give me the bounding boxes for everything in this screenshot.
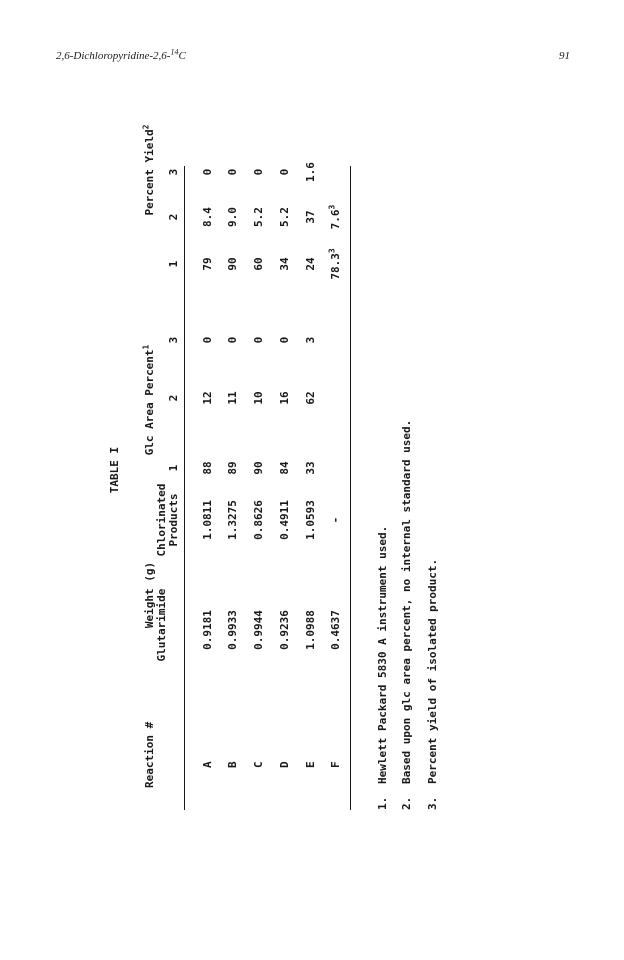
cell-glc2: 16 xyxy=(278,391,291,405)
cell-glc1: 89 xyxy=(226,461,239,475)
footnote-2 xyxy=(400,420,413,810)
cell-y3: 0 xyxy=(226,168,239,176)
subheader-yield-3: 3 xyxy=(167,168,180,176)
cell-chlorinated: 0.8626 xyxy=(252,500,265,540)
running-head-title: 2,6-Dichloropyridine-2,6- xyxy=(56,50,171,62)
header-chlorinated-2: Products xyxy=(167,493,180,547)
running-head-element: C xyxy=(178,50,186,62)
cell-reaction: D xyxy=(278,761,291,768)
cell-y1: 90 xyxy=(226,257,239,271)
cell-yield-1 xyxy=(329,236,342,292)
cell-y1: 79 xyxy=(201,257,214,271)
footnote-text: Percent yield of isolated product. xyxy=(426,558,439,784)
yield-group-label: Percent Yield xyxy=(143,129,156,216)
cell-y2: 5.2 xyxy=(278,207,291,227)
cell-y3: 0 xyxy=(278,168,291,176)
glc-group-label: Glc Area Percent xyxy=(143,349,156,456)
cell-y2: 8.4 xyxy=(201,207,214,227)
cell-chlorinated: 0.4911 xyxy=(278,500,291,540)
cell-chlorinated: 1.0593 xyxy=(304,500,317,540)
running-head xyxy=(56,47,186,62)
subheader-glc-3: 3 xyxy=(167,336,180,344)
subheader-glc-1: 1 xyxy=(167,464,180,472)
cell-glc3: 0 xyxy=(201,336,214,344)
cell-glc1: 90 xyxy=(252,461,265,475)
header-glutarimide: Glutarimide xyxy=(155,588,168,662)
cell-y3: 0 xyxy=(201,168,214,176)
cell-chlorinated: 1.0811 xyxy=(201,500,214,540)
footnote-3 xyxy=(426,559,439,810)
cell-yield-1-value: 78.3 xyxy=(329,253,342,280)
subheader-glc-2: 2 xyxy=(167,394,180,402)
header-yield-group xyxy=(143,90,156,250)
cell-glutarimide: 0.9181 xyxy=(201,610,214,650)
cell-glc1: 88 xyxy=(201,461,214,475)
cell-reaction: A xyxy=(201,761,214,768)
cell-y3: 0 xyxy=(252,168,265,176)
cell-glc3: 3 xyxy=(304,336,317,344)
rotated-table-page xyxy=(108,110,456,810)
cell-y2: 5.2 xyxy=(252,207,265,227)
cell-glc1: 33 xyxy=(304,461,317,475)
table-caption: TABLE I xyxy=(108,446,121,494)
cell-glc2: 11 xyxy=(226,391,239,405)
cell-yield-2 xyxy=(329,192,342,242)
footnote-1 xyxy=(376,526,389,810)
cell-glc2: 62 xyxy=(304,391,317,405)
cell-y3: 1.6 xyxy=(304,162,317,182)
header-glc-group xyxy=(143,320,156,480)
footnote-text: Based upon glc area percent, no internal standard used. xyxy=(400,419,413,784)
cell-glc3: 0 xyxy=(278,336,291,344)
glc-footnote-ref: 1 xyxy=(141,344,151,350)
cell-glc1: 84 xyxy=(278,461,291,475)
cell-yield-2-value: 7.6 xyxy=(329,209,342,230)
cell-glutarimide: 0.9933 xyxy=(226,610,239,650)
cell-glutarimide: 1.0988 xyxy=(304,610,317,650)
cell-yield-1-footnote: 3 xyxy=(327,248,337,254)
cell-glutarimide: 0.4637 xyxy=(329,610,342,650)
footnote-number: 2. xyxy=(400,796,413,810)
bottom-rule xyxy=(350,166,351,810)
running-head-isotope: 14 xyxy=(170,47,179,57)
header-reaction: Reaction # xyxy=(143,721,156,788)
footnote-text: Hewlett Packard 5830 A instrument used. xyxy=(376,525,389,784)
subheader-yield-2: 2 xyxy=(167,213,180,221)
cell-reaction: C xyxy=(252,761,265,768)
cell-glutarimide: 0.9944 xyxy=(252,610,265,650)
header-chlorinated-1: Chlorinated xyxy=(155,483,168,557)
header-weight-group: Weight (g) xyxy=(143,561,156,629)
cell-reaction: F xyxy=(329,761,342,768)
footnote-number: 3. xyxy=(426,796,439,810)
header-rule xyxy=(184,166,185,810)
cell-glc3: 0 xyxy=(252,336,265,344)
page-number: 91 xyxy=(559,50,570,62)
cell-chlorinated: 1.3275 xyxy=(226,500,239,540)
footnote-number: 1. xyxy=(376,796,389,810)
cell-glutarimide: 0.9236 xyxy=(278,610,291,650)
subheader-yield-1: 1 xyxy=(167,260,180,268)
cell-y1: 24 xyxy=(304,257,317,271)
cell-y1: 34 xyxy=(278,257,291,271)
cell-y2: 9.0 xyxy=(226,207,239,227)
cell-reaction: E xyxy=(304,761,317,768)
cell-y1: 60 xyxy=(252,257,265,271)
cell-glc3: 0 xyxy=(226,336,239,344)
cell-glc2: 12 xyxy=(201,391,214,405)
cell-yield-2-footnote: 3 xyxy=(327,204,337,210)
cell-reaction: B xyxy=(226,761,239,768)
yield-footnote-ref: 2 xyxy=(141,124,151,130)
cell-chlorinated: - xyxy=(329,516,342,524)
cell-y2: 37 xyxy=(304,210,317,224)
cell-glc2: 10 xyxy=(252,391,265,405)
